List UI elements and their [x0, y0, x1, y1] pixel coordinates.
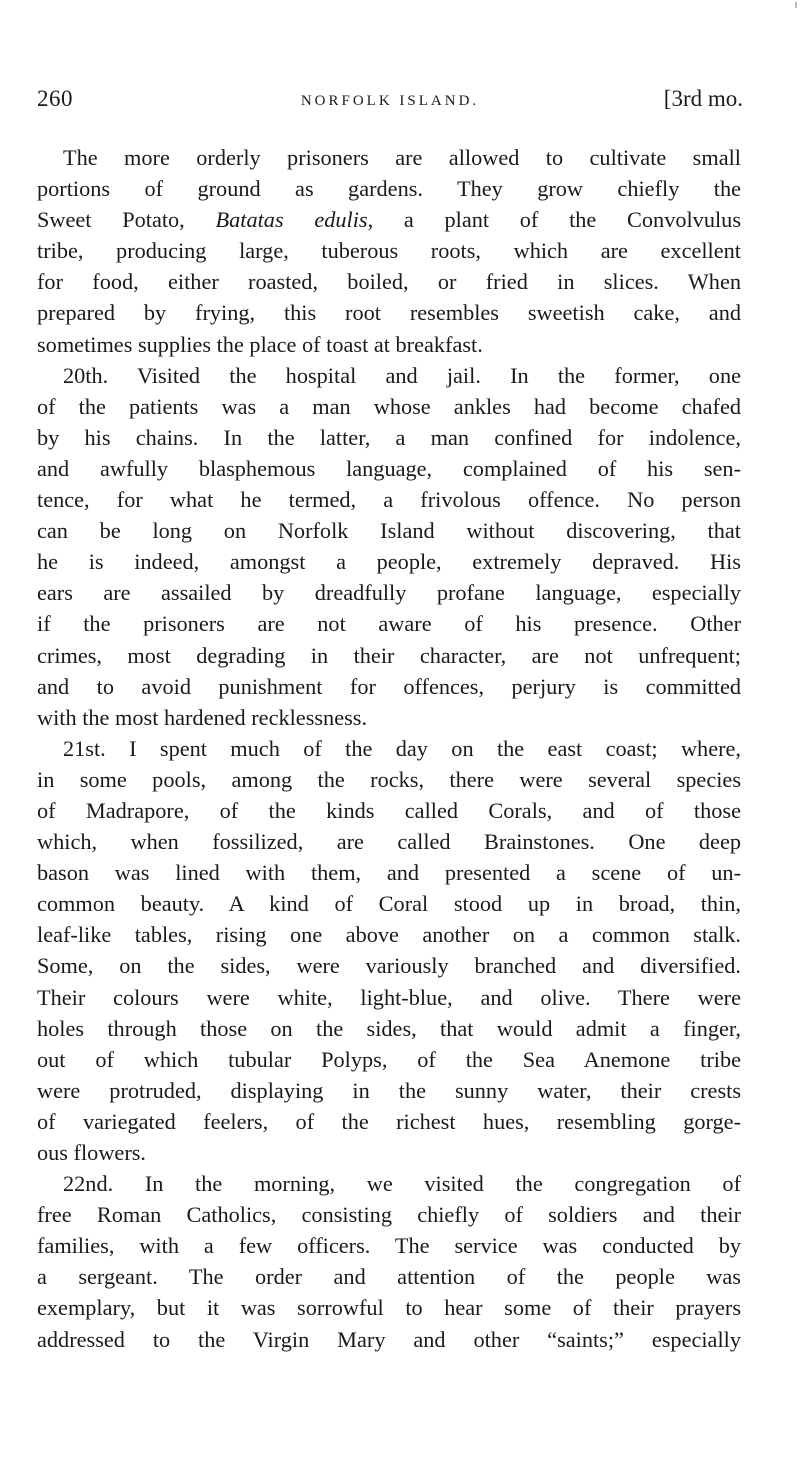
text-line: and awfully blasphemous language, complained of his sen-	[37, 455, 741, 481]
text-line: and to avoid punishment for offences, perjury is committed	[37, 673, 741, 699]
text-line: ous flowers.	[37, 1140, 146, 1165]
text-line: crimes, most degrading in their character, are not unfrequent;	[37, 642, 741, 668]
text-line: with the most hardened recklessness.	[37, 704, 368, 730]
margin-mark	[795, 2, 797, 8]
text-line: Some, on the sides, were variously branched and diversified.	[37, 953, 741, 979]
text-line: of Madrapore, of the kinds called Corals, and of those	[37, 797, 741, 823]
text-line: he is indeed, amongst a people, extremely depraved. His	[37, 549, 741, 575]
text-line: 22nd. In the morning, we visited the congregation of	[63, 1171, 741, 1197]
text-line: exemplary, but it was sorrowful to hear some of their prayers	[37, 1295, 741, 1321]
text-line: of the patients was a man whose ankles had become chafed	[37, 393, 741, 419]
text-line: sometimes supplies the place of toast at breakfast.	[37, 331, 483, 357]
body-text	[37, 142, 741, 1355]
text-line: Sweet Potato, Batatas edulis, a plant of the Convolvulus	[37, 207, 741, 233]
running-title: NORFOLK ISLAND.	[300, 93, 480, 109]
text-line: leaf-like tables, rising one above another on a common stalk.	[37, 922, 741, 948]
text-line: holes through those on the sides, that would admit a finger,	[37, 1015, 741, 1041]
text-line: free Roman Catholics, consisting chiefly of soldiers and their	[37, 1202, 741, 1228]
text-line: Their colours were white, light-blue, and olive. There were	[37, 984, 741, 1010]
text-line: if the prisoners are not aware of his presence. Other	[37, 611, 741, 637]
botanical-name: Batatas edulis	[215, 207, 368, 233]
text-line: bason was lined with them, and presented a scene of un-	[37, 860, 741, 886]
text-line: portions of ground as gardens. They grow chiefly the	[37, 176, 741, 202]
text-line: in some pools, among the rocks, there were several species	[37, 766, 741, 792]
text-line: can be long on Norfolk Island without discovering, that	[37, 518, 741, 544]
text-line: which, when fossilized, are called Brainstones. One deep	[37, 829, 741, 855]
text-line: tribe, producing large, tuberous roots, which are excellent	[37, 238, 741, 264]
text-line: families, with a few officers. The service was conducted by	[37, 1233, 741, 1259]
text-line: 20th. Visited the hospital and jail. In the former, one	[63, 362, 741, 388]
text-line: out of which tubular Polyps, of the Sea Anemone tribe	[37, 1046, 741, 1072]
text-line: tence, for what he termed, a frivolous offence. No person	[37, 487, 741, 513]
running-head	[37, 86, 743, 116]
page-number: 260	[37, 86, 73, 111]
text-line: were protruded, displaying in the sunny water, their crests	[37, 1077, 741, 1103]
text-line: prepared by frying, this root resembles sweetish cake, and	[37, 300, 741, 326]
text-line: addressed to the Virgin Mary and other “saints;” especially	[37, 1326, 741, 1352]
text-line: by his chains. In the latter, a man confined for indolence,	[37, 424, 741, 450]
text-line: a sergeant. The order and attention of the people was	[37, 1264, 741, 1290]
text-line: 21st. I spent much of the day on the east coast; where,	[63, 735, 741, 761]
section-mark: [3rd mo.	[663, 86, 743, 111]
text-line: The more orderly prisoners are allowed to cultivate small	[63, 145, 741, 170]
text-line: common beauty. A kind of Coral stood up in broad, thin,	[37, 891, 741, 917]
text-line: of variegated feelers, of the richest hues, resembling gorge-	[37, 1108, 741, 1134]
text-line: ears are assailed by dreadfully profane language, especially	[37, 580, 741, 606]
text-line: for food, either roasted, boiled, or fried in slices. When	[37, 269, 741, 295]
